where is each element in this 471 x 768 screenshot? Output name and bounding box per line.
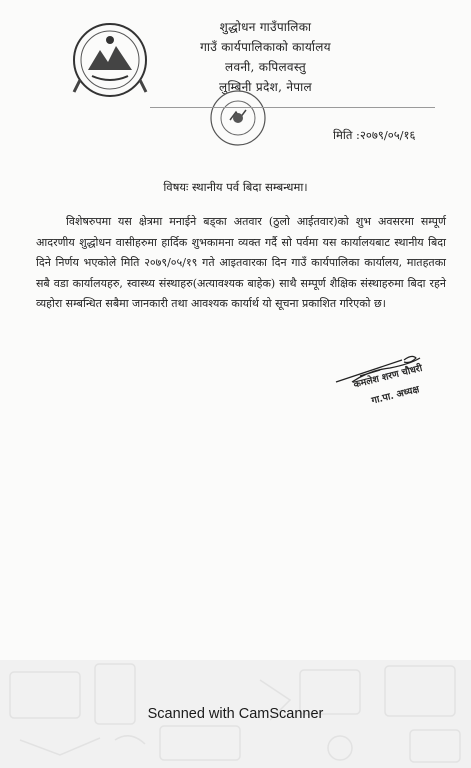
- camscanner-footer: [0, 660, 471, 768]
- signatory-name: कमलेश शरण चौधरी: [352, 362, 424, 391]
- document-date: मिति :२०७९/०५/१६: [333, 128, 416, 142]
- header-location: लवनी, कपिलवस्तु: [225, 60, 306, 74]
- document-subject: विषयः स्थानीय पर्व बिदा सम्बन्धमा।: [163, 180, 308, 194]
- header-office-name: गाउँ कार्यपालिकाको कार्यालय: [200, 40, 331, 54]
- notice-body: [36, 212, 446, 315]
- notice-paragraph: विशेषरुपमा यस क्षेत्रमा मनाईने बड्का अतवार (ठुलो आईतवार)को शुभ अवसरमा सम्पूर्ण आदरणीय शुद्धोधन वासीहरुमा हार्दिक शुभकामना व्यक्त गर्दै सो पर्वमा यस कार्यालयबाट स्थानीय बिदा दिने निर्णय भएकोले मिति २०७९/०५/१९ गते आइतवारका दिन गाउँ कार्यपालिका कार्यालय, मातहतका सबै वडा कार्यालयहरु, स्वास्थ्य संस्थाहरु(अत्यावश्यक बाहेक) साथै सम्पूर्ण शैक्षिक संस्थाहरुमा बिदा रहने व्यहोरा सम्बन्धित सबैमा जानकारी तथा आवश्यक कार्यार्थ यो सूचना प्रकाशित गरिएको छ।: [36, 215, 446, 310]
- office-round-stamp: [208, 88, 268, 148]
- header-divider: [150, 107, 435, 108]
- header-municipality-name: शुद्धोधन गाउँपालिका: [219, 20, 312, 34]
- camscanner-watermark-text: Scanned with CamScanner: [147, 706, 324, 722]
- signatory-title: गा.पा. अध्यक्ष: [370, 384, 421, 407]
- header-province: लुम्बिनी प्रदेश, नेपाल: [219, 80, 312, 94]
